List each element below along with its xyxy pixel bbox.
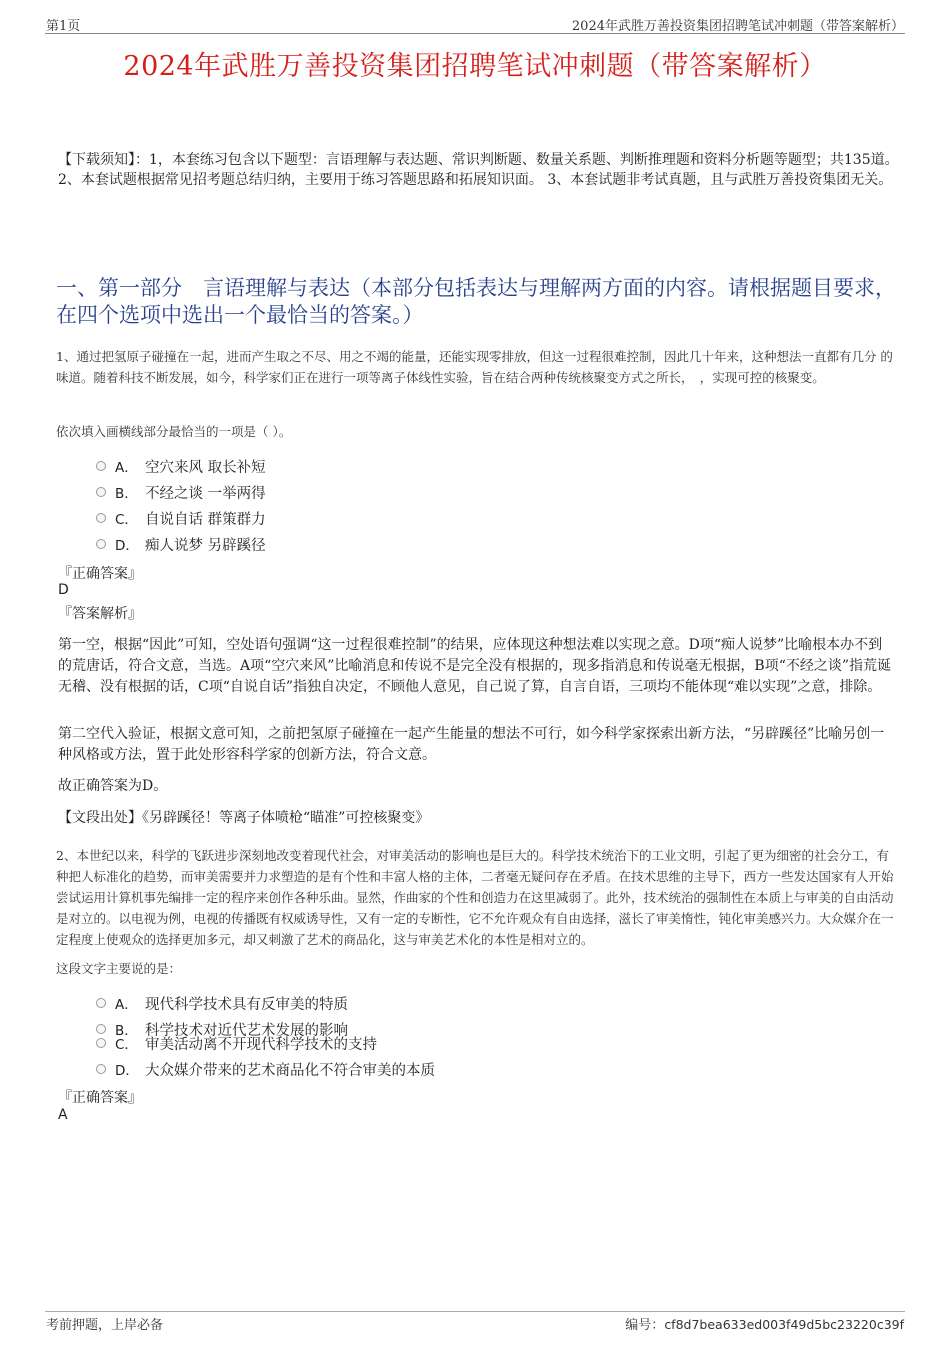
option-letter: D． [115, 538, 139, 554]
option-letter: C． [115, 512, 138, 528]
q2-option-a[interactable] [96, 993, 348, 1013]
option-text: 审美活动离不开现代科学技术的支持 [145, 1036, 377, 1053]
q2-answer: A [58, 1107, 68, 1123]
q2-answer-label: 『正确答案』 [58, 1090, 142, 1106]
q1-option-a[interactable] [96, 456, 266, 476]
footer-code-label: 编号： [625, 1318, 665, 1333]
q1-analysis-paragraph: 第一空，根据“因此”可知，空处语句强调“这一过程很难控制”的结果，应体现这种想法难以实现之意。D项“痴人说梦”比喻根本办不到的荒唐话，符合文意，当选。A项“空穴来风”比喻消息和传说不是完全没有根据的，现多指消息和传说毫无根据，B项“不经之谈”指荒诞无稽、没有根据的话，C项“自说自话”指独自决定，不顾他人意见，自己说了算，自言自语，三项均不能体现“难以实现”之意，排除。 [58, 637, 892, 695]
q1-analysis-paragraph: 第二空代入验证，根据文意可知，之前把氢原子碰撞在一起产生能量的想法不可行，如今科学家探索出新方法，“另辟蹊径”比喻另创一种风格或方法，置于此处形容科学家的创新方法，符合文意。 [58, 726, 885, 763]
footer-rule [45, 1311, 905, 1312]
option-letter: C． [115, 1037, 138, 1053]
option-letter: B． [115, 1023, 138, 1039]
header-rule [45, 33, 905, 34]
q1-option-d[interactable] [96, 534, 266, 554]
q1-option-c[interactable] [96, 508, 266, 528]
radio-icon[interactable] [96, 1064, 106, 1074]
question-1-prompt: 依次填入画横线部分最恰当的一项是（ ）。 [56, 424, 292, 439]
q1-analysis-label: 『答案解析』 [58, 606, 142, 622]
download-notice: 【下载须知】：1，本套练习包含以下题型：言语理解与表达题、常识判断题、数量关系题、判断推理题和资料分析题等题型；共135道。 2、本套试题根据常见招考题总结归纳，主要用于练习答题思路和拓展知识面。 3、本套试题非考试真题，且与武胜万善投资集团无关。 [58, 152, 899, 188]
radio-icon[interactable] [96, 998, 106, 1008]
q2-option-d[interactable] [96, 1059, 435, 1079]
option-text: 空穴来风 取长补短 [145, 459, 266, 476]
question-2-text: 2、本世纪以来，科学的飞跃进步深刻地改变着现代社会，对审美活动的影响也是巨大的。科学技术统治下的工业文明，引起了更为细密的社会分工，有种把人标准化的趋势，而审美需要并力求塑造的是有个性和丰富人格的主体，二者毫无疑问存在矛盾。在技术思维的主导下，西方一些发达国家有人开始尝试运用计算机事先编排一定的程序来创作各种乐曲。显然，作曲家的个性和创造力在这里减弱了。此外，技术统治的强制性在本质上与审美的自由活动是对立的。以电视为例，电视的传播既有权威诱导性，又有一定的专断性，它不允许观众有自由选择，滋长了审美惰性，钝化审美感兴力。大众媒介在一定程度上使观众的选择更加多元，却又刺激了艺术的商品化，这与审美艺术化的本性是相对立的。 [56, 848, 894, 947]
q1-answer-label: 『正确答案』 [58, 566, 142, 582]
running-header-title: 2024年武胜万善投资集团招聘笔试冲刺题（带答案解析） [571, 19, 904, 34]
q1-option-b[interactable] [96, 482, 266, 502]
option-text: 大众媒介带来的艺术商品化不符合审美的本质 [145, 1062, 435, 1079]
question-2-prompt: 这段文字主要说的是： [56, 961, 182, 976]
option-letter: D． [115, 1063, 139, 1079]
radio-icon[interactable] [96, 461, 106, 471]
option-letter: A． [115, 997, 138, 1013]
option-letter: A． [115, 460, 138, 476]
q1-source: 【文段出处】《另辟蹊径！等离子体喷枪“瞄准”可控核聚变》 [58, 810, 430, 826]
option-text: 现代科学技术具有反审美的特质 [145, 996, 348, 1013]
page-number: 第1页 [46, 19, 81, 34]
q1-analysis-conclusion: 故正确答案为D。 [58, 778, 168, 794]
footer-code-value: cf8d7bea633ed003f49d5bc23220c39f [664, 1317, 904, 1332]
radio-icon[interactable] [96, 513, 106, 523]
radio-icon[interactable] [96, 539, 106, 549]
section-heading: 一、第一部分 言语理解与表达（本部分包括表达与理解两方面的内容。请根据题目要求，在四个选项中选出一个最恰当的答案。） [56, 276, 896, 327]
footer-slogan: 考前押题，上岸必备 [46, 1318, 164, 1333]
q2-option-c[interactable] [96, 1033, 377, 1053]
radio-icon[interactable] [96, 1038, 106, 1048]
radio-icon[interactable] [96, 487, 106, 497]
option-text: 科学技术对近代艺术发展的影响 [145, 1022, 348, 1039]
option-text: 自说自话 群策群力 [145, 511, 266, 528]
question-1-text: 1、通过把氢原子碰撞在一起，进而产生取之不尽、用之不竭的能量，还能实现零排放，但这一过程很难控制，因此几十年来，这种想法一直都有几分 的味道。随着科技不断发展，如今，科学家们正在进行一项等离子体线性实验，旨在结合两种传统核聚变方式之所长， ，实现可控的核聚变。 [56, 349, 893, 385]
option-text: 痴人说梦 另辟蹊径 [145, 537, 266, 554]
option-letter: B． [115, 486, 138, 502]
footer-code [625, 1314, 904, 1333]
q1-answer: D [58, 582, 69, 598]
document-title: 2024年武胜万善投资集团招聘笔试冲刺题（带答案解析） [123, 51, 827, 82]
option-text: 不经之谈 一举两得 [145, 485, 266, 502]
